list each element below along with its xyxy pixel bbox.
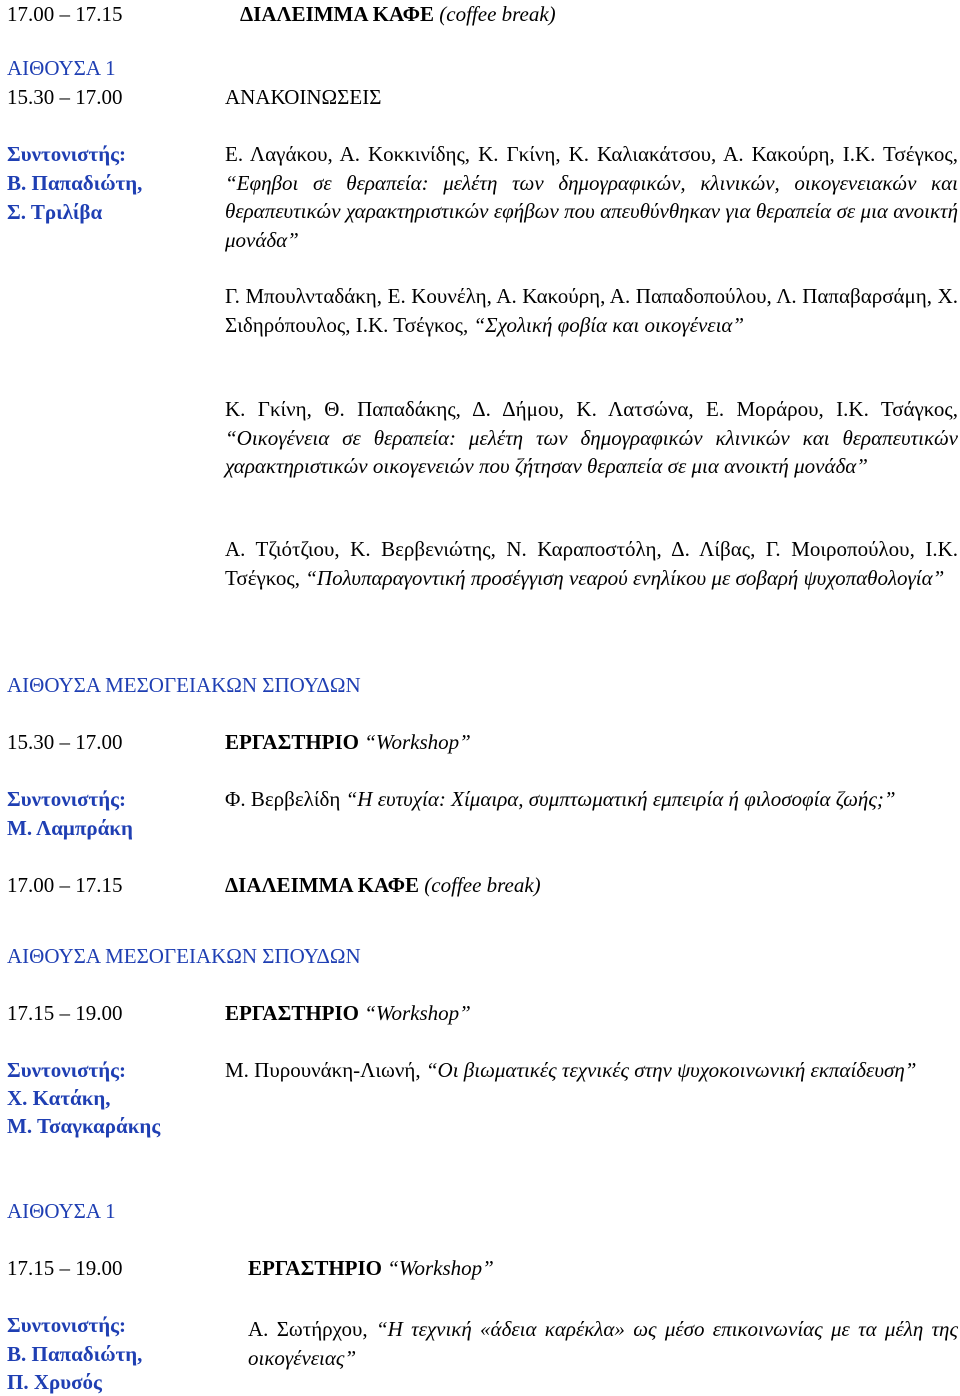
session-title xyxy=(248,1254,494,1282)
coffee-break-en: (coffee break) xyxy=(439,2,556,26)
workshop-title: ΕΡΓΑΣΤΗΡΙΟ xyxy=(225,730,359,754)
coordinator-name: Χ. Κατάκη, xyxy=(7,1086,111,1110)
coordinators-label: Συντονιστής: xyxy=(7,1058,126,1082)
talk-title: “Οικογένεια σε θεραπεία: μελέτη των δημογραφικών κλινικών και θεραπευτικών χαρακτηριστικών οικογενειών που ζήτησαν θεραπεία σε μια ανοικτή μονάδα” xyxy=(225,425,958,478)
talk-authors: Α. Σωτήρχου, xyxy=(248,1317,376,1341)
session-title: ΑΝΑΚΟΙΝΩΣΕΙΣ xyxy=(225,85,382,109)
talk-authors: Γ. Μπουλνταδάκη, Ε. Κουνέλη, Α. Κακούρη, Α. Παπαδοπούλου, Λ. Παπαβαρσάμη, Χ. Σιδηρόπουλος, Ι.Κ. Τσέγκος, xyxy=(225,284,958,337)
talk-entry xyxy=(225,785,958,814)
coordinator-name: Μ. Λαμπράκη xyxy=(7,816,133,840)
talk-entry xyxy=(225,395,958,481)
session-title xyxy=(225,728,471,756)
session-time: 15.30 – 17.00 xyxy=(7,85,123,109)
session-time: 17.15 – 19.00 xyxy=(7,1256,123,1280)
coordinator-name: Β. Παπαδιώτη, xyxy=(7,171,143,195)
coordinators-label: Συντονιστής: xyxy=(7,142,126,166)
coordinators-label: Συντονιστής: xyxy=(7,787,126,811)
talk-entry xyxy=(225,535,958,592)
workshop-en: “Workshop” xyxy=(387,1256,494,1280)
talk-title: “Σχολική φοβία και οικογένεια” xyxy=(473,312,745,337)
talk-entry xyxy=(225,282,958,339)
hall-name: ΑΙΘΟΥΣΑ 1 xyxy=(7,56,116,80)
session-time: 15.30 – 17.00 xyxy=(7,730,123,754)
coordinator-name: Π. Χρυσός xyxy=(7,1370,102,1394)
talk-authors: Ε. Λαγάκου, Α. Κοκκινίδης, Κ. Γκίνη, Κ. Καλιακάτσου, Α. Κακούρη, Ι.Κ. Τσέγκος, xyxy=(225,142,958,166)
session-time: 17.00 – 17.15 xyxy=(7,2,123,26)
workshop-title: ΕΡΓΑΣΤΗΡΙΟ xyxy=(248,1256,382,1280)
talk-authors: Κ. Γκίνη, Θ. Παπαδάκης, Δ. Δήμου, Κ. Λατσώνα, Ε. Μοράρου, Ι.Κ. Τσάγκος, xyxy=(225,397,958,421)
workshop-en: “Workshop” xyxy=(364,1001,471,1025)
talk-entry xyxy=(225,140,958,254)
coordinator-name: Β. Παπαδιώτη, xyxy=(7,1342,143,1366)
talk-authors: Μ. Πυρουνάκη-Λιωνή, xyxy=(225,1058,426,1082)
session-title xyxy=(225,871,541,899)
coordinators-label: Συντονιστής: xyxy=(7,1313,126,1337)
talk-title: “Η ευτυχία: Χίμαιρα, συμπτωματική εμπειρία ή φιλοσοφία ζωής;” xyxy=(345,787,896,811)
workshop-en: “Workshop” xyxy=(364,730,471,754)
talk-entry xyxy=(225,1056,958,1085)
hall-name: ΑΙΘΟΥΣΑ ΜΕΣΟΓΕΙΑΚΩΝ ΣΠΟΥΔΩΝ xyxy=(7,944,361,968)
session-time: 17.00 – 17.15 xyxy=(7,873,123,897)
coffee-break-title: ΔΙΑΛΕΙΜΜΑ ΚΑΦΕ xyxy=(240,2,435,26)
session-title xyxy=(240,0,556,28)
hall-name: ΑΙΘΟΥΣΑ 1 xyxy=(7,1199,116,1223)
talk-authors: Φ. Βερβελίδη xyxy=(225,787,346,811)
talk-title: “Οι βιωματικές τεχνικές στην ψυχοκοινωνική εκπαίδευση” xyxy=(425,1058,917,1082)
talk-entry xyxy=(248,1315,958,1372)
talk-title: “Η τεχνική «άδεια καρέκλα» ως μέσο επικοινωνίας με τα μέλη της οικογένειας” xyxy=(248,1317,958,1370)
talk-title: “Πολυπαραγοντική προσέγγιση νεαρού ενηλίκου με σοβαρή ψυχοπαθολογία” xyxy=(305,565,945,590)
hall-name: ΑΙΘΟΥΣΑ ΜΕΣΟΓΕΙΑΚΩΝ ΣΠΟΥΔΩΝ xyxy=(7,673,361,697)
session-title xyxy=(225,999,471,1027)
workshop-title: ΕΡΓΑΣΤΗΡΙΟ xyxy=(225,1001,359,1025)
talk-title: “Εφηβοι σε θεραπεία: μελέτη των δημογραφικών, κλινικών, οικογενειακών και θεραπευτικών χαρακτηριστικών εφήβων που απευθύνθηκαν για θεραπεία σε μια ανοικτή μονάδα” xyxy=(225,170,958,252)
coordinator-name: Μ. Τσαγκαράκης xyxy=(7,1114,161,1138)
coordinator-name: Σ. Τριλίβα xyxy=(7,200,103,224)
talk-authors: Α. Τζιότζιου, Κ. Βερβενιώτης, Ν. Καραποστόλη, Δ. Λίβας, Γ. Μοιροπούλου, Ι.Κ. Τσέγκος, xyxy=(225,537,958,590)
session-time: 17.15 – 19.00 xyxy=(7,1001,123,1025)
coffee-break-title: ΔΙΑΛΕΙΜΜΑ ΚΑΦΕ xyxy=(225,873,420,897)
coffee-break-en: (coffee break) xyxy=(424,873,541,897)
